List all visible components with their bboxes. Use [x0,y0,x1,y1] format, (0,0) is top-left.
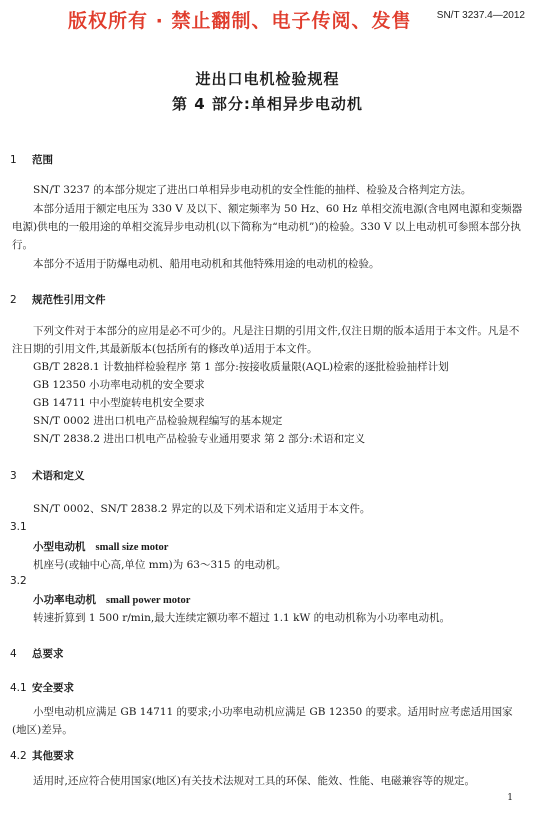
section-title: 总要求 [32,648,64,660]
section-heading-2 [10,292,106,307]
paragraph-scope-3: 本部分不适用于防爆电动机、船用电动机和其他特殊用途的电动机的检验。 [33,258,380,270]
term-name [33,592,190,607]
section-number: 4 [10,648,17,660]
subsection-title: 安全要求 [32,682,74,694]
watermark-text: 版权所有 · 禁止翻制、电子传阅、发售 [68,10,412,32]
reference-item: SN/T 2838.2 进出口机电产品检验专业通用要求 第 2 部分:术语和定义 [33,433,366,445]
document-part-title: 第 4 部分:单相异步电动机 [172,95,363,113]
term-number: 3.2 [10,575,27,587]
term-name-zh: 小型电动机 [33,541,86,553]
subsection-heading-4-1 [10,680,74,695]
reference-item: GB 12350 小功率电动机的安全要求 [33,379,205,391]
paragraph-scope-2: 本部分适用于额定电压为 330 V 及以下、额定频率为 50 Hz、60 Hz 单相交流电源(含电网电源和变频器电源)供电的一般用途的单相交流异步电动机(以下简称为“电动机”)的检验。330 V 以上电动机可参照本部分执行。 [12,203,523,251]
section-title: 术语和定义 [32,470,85,482]
section-title: 范围 [32,154,53,166]
reference-item: GB 14711 中小型旋转电机安全要求 [33,397,205,409]
section-number: 1 [10,154,17,166]
subsection-number: 4.2 [10,750,27,762]
paragraph-scope-1: SN/T 3237 的本部分规定了进出口单相异步电动机的安全性能的抽样、检验及合格判定方法。 [33,184,472,196]
subsection-number: 4.1 [10,682,27,694]
term-name [33,539,168,554]
section-number: 2 [10,294,17,306]
section-heading-1 [10,152,53,167]
section-title: 规范性引用文件 [32,294,106,306]
paragraph-safety: 小型电动机应满足 GB 14711 的要求;小功率电动机应满足 GB 12350 的要求。适用时应考虑适用国家(地区)差异。 [12,706,513,736]
page-number: 1 [507,793,513,803]
subsection-heading-4-2 [10,748,74,763]
term-name-zh: 小功率电动机 [33,594,96,606]
paragraph-normative-intro: 下列文件对于本部分的应用是必不可少的。凡是注日期的引用文件,仅注日期的版本适用于本文件。凡是不注日期的引用文件,其最新版本(包括所有的修改单)适用于本文件。 [12,325,520,355]
reference-item: SN/T 0002 进出口机电产品检验规程编写的基本规定 [33,415,283,427]
section-heading-3 [10,468,85,483]
section-heading-4 [10,646,64,661]
paragraph-terms-intro: SN/T 0002、SN/T 2838.2 界定的以及下列术语和定义适用于本文件。 [33,503,371,515]
paragraph-other: 适用时,还应符合使用国家(地区)有关技术法规对工具的环保、能效、性能、电磁兼容等的规定。 [33,775,476,787]
reference-item: GB/T 2828.1 计数抽样检验程序 第 1 部分:按接收质量限(AQL)检索的逐批检验抽样计划 [33,361,449,373]
term-name-en: small power motor [106,595,191,606]
term-number: 3.1 [10,521,27,533]
subsection-title: 其他要求 [32,750,74,762]
section-number: 3 [10,470,17,482]
term-definition: 机座号(或轴中心高,单位 mm)为 63～315 的电动机。 [33,559,287,571]
document-title: 进出口电机检验规程 [195,70,340,88]
term-definition: 转速折算到 1 500 r/min,最大连续定额功率不超过 1.1 kW 的电动机称为小功率电动机。 [33,612,451,624]
term-name-en: small size motor [95,542,169,553]
document-number: SN/T 3237.4—2012 [436,10,525,21]
